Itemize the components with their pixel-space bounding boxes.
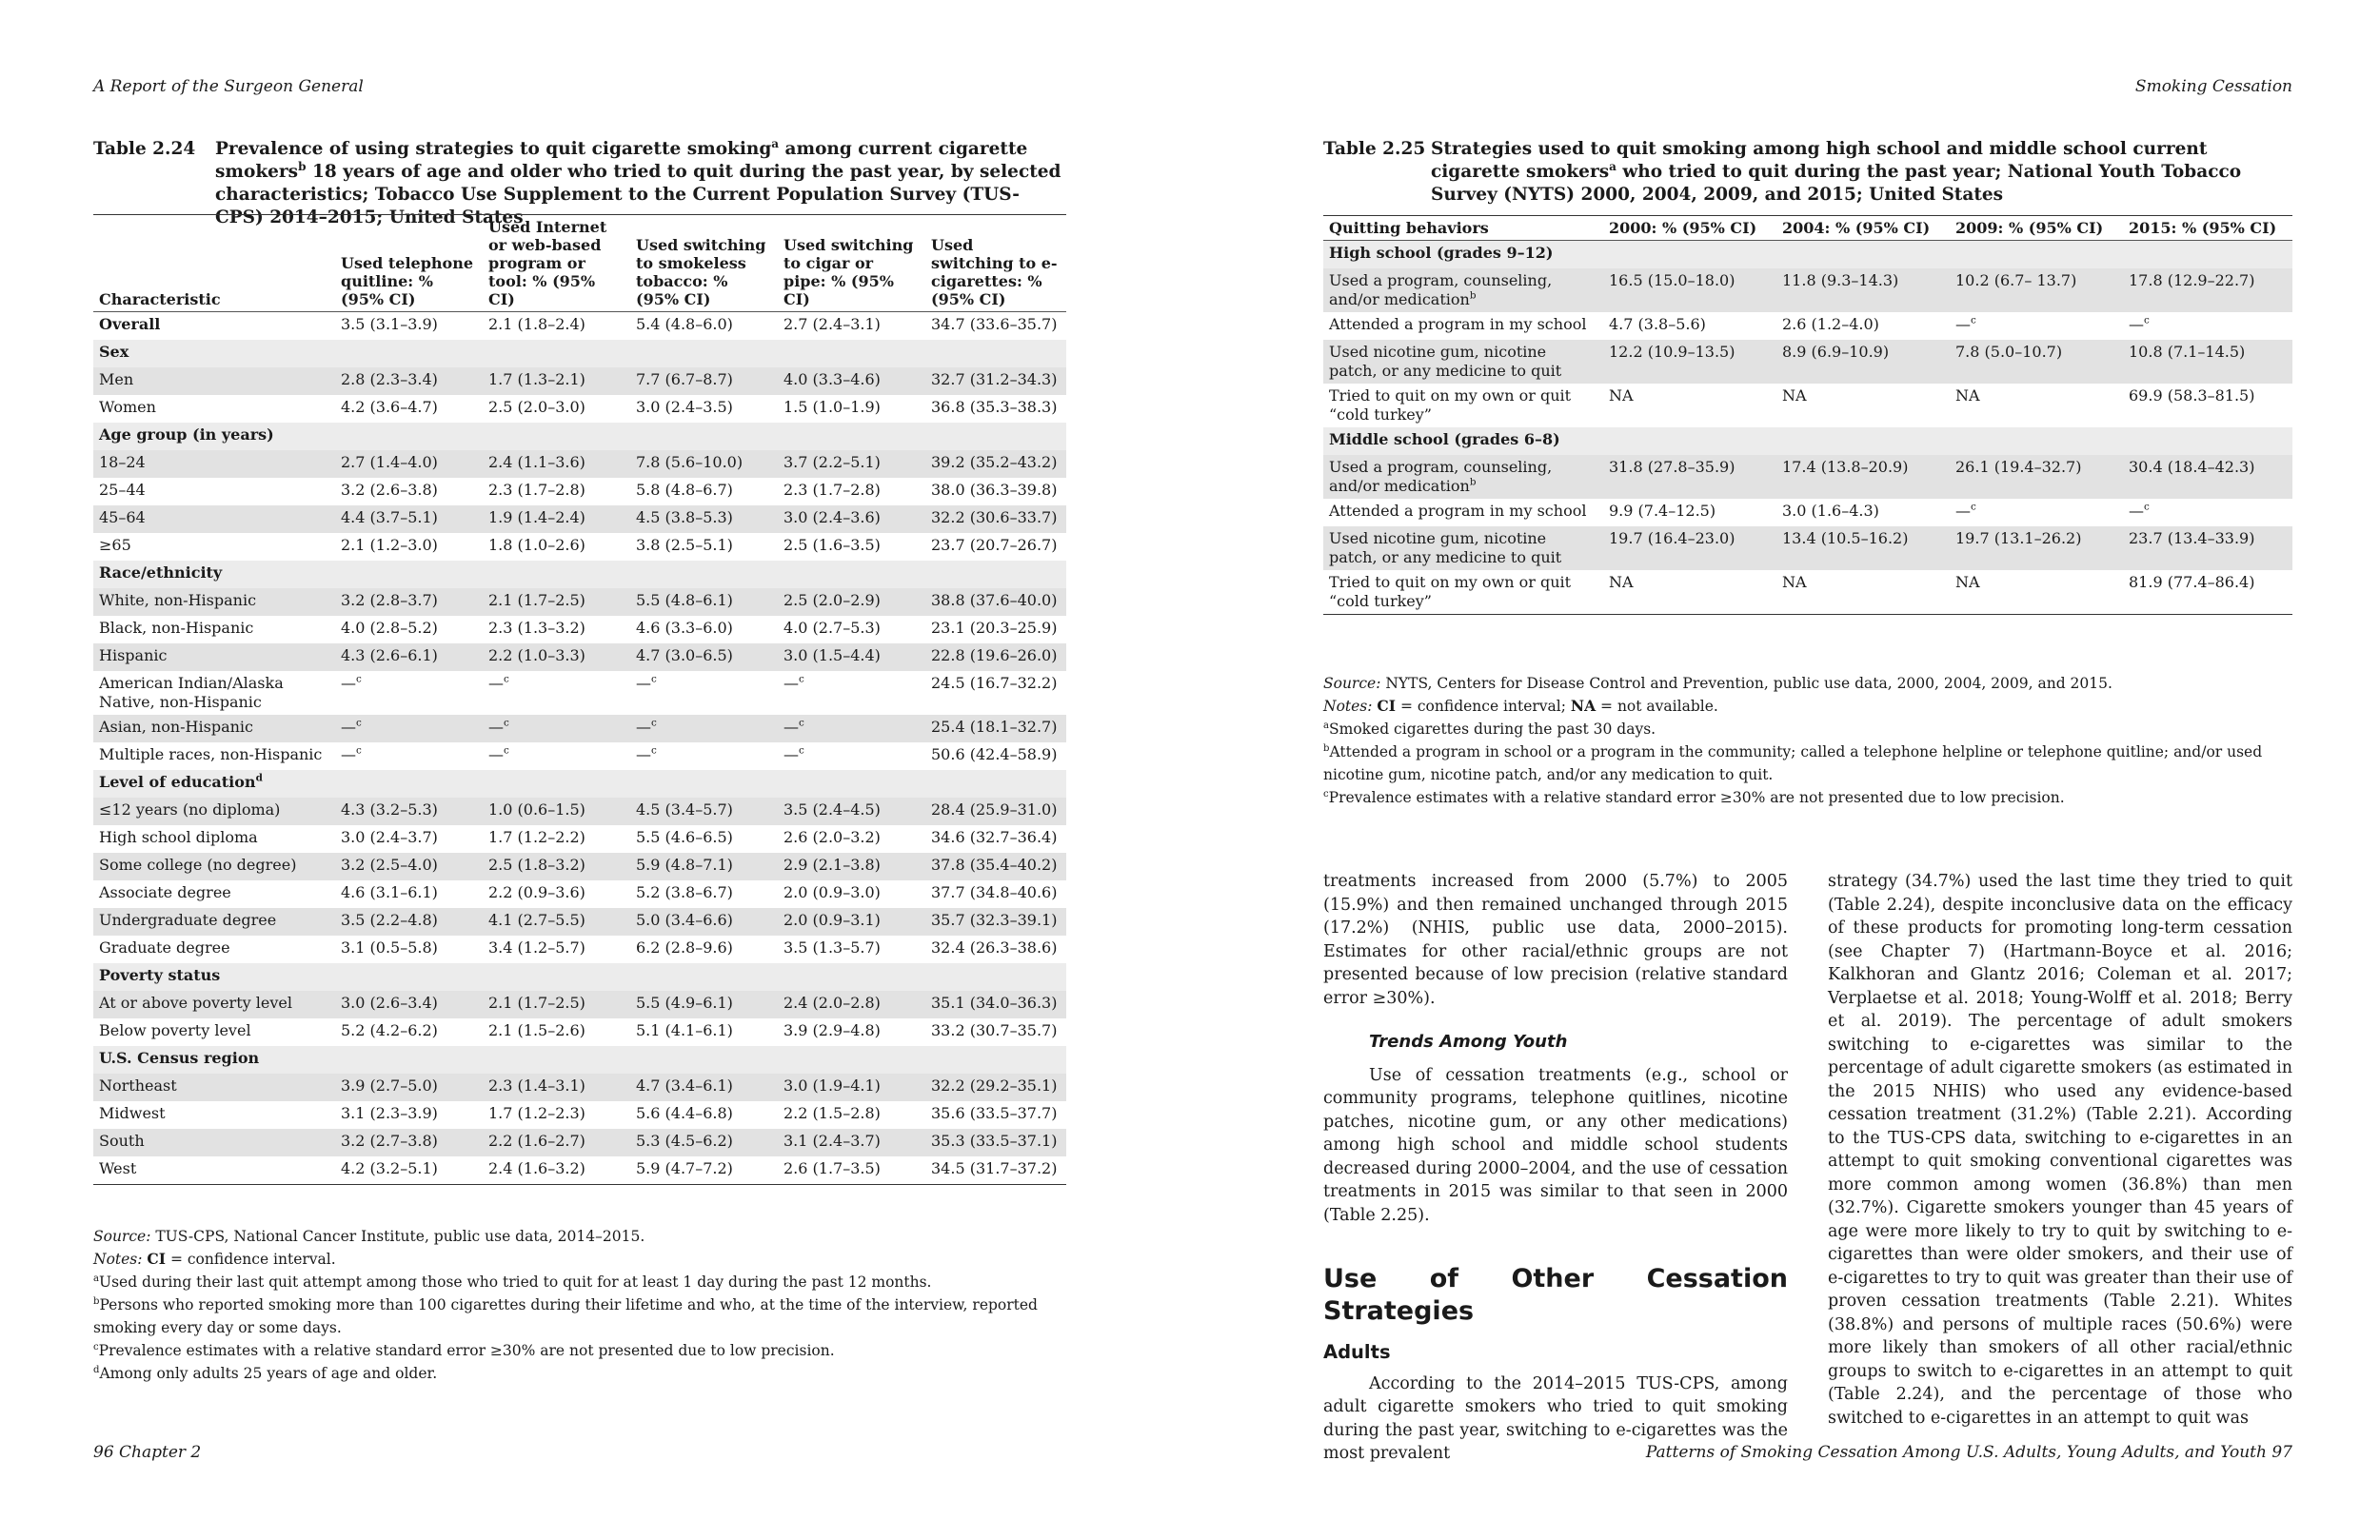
table-row xyxy=(93,908,1066,936)
row-label: Below poverty level xyxy=(99,1021,251,1039)
table-cell: 19.7 (16.4–23.0) xyxy=(1603,526,1776,570)
footnote: $^c$Prevalence estimates with a relative standard error ≥30% are not presented due to low precision. xyxy=(1323,788,2065,806)
table-cell: 3.0 (2.6–3.4) xyxy=(335,991,483,1018)
table-cell: 30.4 (18.4–42.3) xyxy=(2123,455,2292,499)
table-cell: 35.7 (32.3–39.1) xyxy=(925,908,1066,936)
section-label: High school (grades 9–12) xyxy=(1323,241,2292,269)
table-row xyxy=(1323,384,2292,427)
right-page xyxy=(1323,0,2292,1540)
folio-left: 96 Chapter 2 xyxy=(93,1443,202,1462)
table-cell: 5.5 (4.9–6.1) xyxy=(630,991,778,1018)
table-cell: 1.0 (0.6–1.5) xyxy=(483,798,630,825)
table-cell: 81.9 (77.4–86.4) xyxy=(2129,573,2255,591)
column-header: 2015: % (95% CI) xyxy=(2129,219,2277,237)
table-cell: —$^c$ xyxy=(783,673,804,692)
table-cell: 34.7 (33.6–35.7) xyxy=(931,315,1058,333)
table-cell: 3.0 (1.9–4.1) xyxy=(778,1074,925,1101)
table-cell: 22.8 (19.6–26.0) xyxy=(925,643,1066,671)
column-header: 2004: % (95% CI) xyxy=(1782,219,1931,237)
column-header: Characteristic xyxy=(99,290,221,308)
table-cell: 8.9 (6.9–10.9) xyxy=(1776,340,1950,384)
table-row xyxy=(93,367,1066,395)
section-label: Sex xyxy=(93,340,1066,367)
footnote: $^d$Among only adults 25 years of age and older. xyxy=(93,1364,438,1382)
section-label: Race/ethnicity xyxy=(93,561,1066,588)
table-cell: 5.8 (4.8–6.7) xyxy=(636,481,733,499)
column-header: Quitting behaviors xyxy=(1329,219,1489,237)
table-cell: 17.8 (12.9–22.7) xyxy=(2123,268,2292,312)
table-cell: 36.8 (35.3–38.3) xyxy=(931,398,1058,416)
table-cell: 3.1 (0.5–5.8) xyxy=(341,938,438,957)
table-row xyxy=(93,395,1066,423)
table-cell: 5.5 (4.6–6.5) xyxy=(636,828,733,846)
trends-among-youth-heading: Trends Among Youth xyxy=(1369,1032,1568,1052)
table-row xyxy=(1323,312,2292,340)
table-cell: 5.1 (4.1–6.1) xyxy=(636,1021,733,1039)
body-paragraph: strategy (34.7%) used the last time they tried to quit (Table 2.24), despite inconclusive data on the efficacy of these products for promoting long-term cessation (see Chapter 7) (Hartmann-Boyce et al. 2016; Kalkhoran and Glantz 2016; Coleman et al. 2017; Verplaetse et al. 2018; Young-Wolff et al. 2018; Berry et al. 2019). The percentage of adult smokers switching to e-cigarettes was similar to the percentage of adult cigarette smokers (as estimated in the 2015 NHIS) who used any evidence-based cessation treatment (31.2%) (Table 2.21). According to the TUS-CPS data, switching to e-cigarettes in an attempt to quit smoking conventional cigarettes was more common among women (36.8%) than men (32.7%). Cigarette smokers younger than 45 years of age were more likely to try to quit by switching to e-cigarettes than were older smokers, and their use of e-cigarettes to try to quit was greater than their use of proven cessation treatments (Table 2.21). Whites (38.8%) and persons of multiple races (50.6%) were more likely than smokers of all other racial/ethnic groups to switch to e-cigarettes in an attempt to quit (Table 2.24), and the percentage of those who switched to e-cigarettes in an attempt to quit was xyxy=(1828,872,2292,1428)
table-cell: 23.7 (13.4–33.9) xyxy=(2123,526,2292,570)
table-cell: 2.1 (1.7–2.5) xyxy=(483,991,630,1018)
table-cell: 2.8 (2.3–3.4) xyxy=(335,367,483,395)
column-header: 2009: % (95% CI) xyxy=(1955,219,2104,237)
table-cell: 10.8 (7.1–14.5) xyxy=(2123,340,2292,384)
table-cell: 2.7 (2.4–3.1) xyxy=(783,315,881,333)
table-cell: 7.8 (5.6–10.0) xyxy=(630,450,778,478)
table-cell: 3.1 (2.3–3.9) xyxy=(341,1104,438,1122)
section-row xyxy=(93,423,1066,450)
row-label: South xyxy=(93,1129,335,1156)
row-label: Men xyxy=(93,367,335,395)
table-cell: 1.9 (1.4–2.4) xyxy=(483,505,630,533)
table-cell: 3.5 (2.2–4.8) xyxy=(335,908,483,936)
table-cell: 5.2 (3.8–6.7) xyxy=(636,883,733,901)
row-label: ≤12 years (no diploma) xyxy=(93,798,335,825)
table-cell: 4.2 (3.6–4.7) xyxy=(341,398,438,416)
table-row xyxy=(93,1018,1066,1046)
table-cell: 33.2 (30.7–35.7) xyxy=(931,1021,1058,1039)
table-cell: 3.8 (2.5–5.1) xyxy=(636,536,733,554)
table-2-25-notes xyxy=(1323,672,2292,809)
table-row xyxy=(93,1074,1066,1101)
table-cell: 4.7 (3.0–6.5) xyxy=(630,643,778,671)
footnote: $^b$Attended a program in school or a program in the community; called a telephone helpline or telephone quitline; and/or used nicotine gum, nicotine patch, and/or any medication to quit. xyxy=(1323,742,2263,783)
body-paragraph: According to the 2014–2015 TUS-CPS, among adult cigarette smokers who tried to quit smoking during the past year, switching to e-cigarettes was the most prevalent xyxy=(1323,1373,1788,1463)
table-cell: 28.4 (25.9–31.0) xyxy=(925,798,1066,825)
table-cell: 50.6 (42.4–58.9) xyxy=(931,745,1058,763)
column-header: Used Internet or web-based program or tool: % (95% CI) xyxy=(488,218,607,308)
table-cell: 3.0 (2.4–3.7) xyxy=(341,828,438,846)
column-header: Used switching to cigar or pipe: % (95% CI) xyxy=(783,236,914,308)
table-cell: 5.9 (4.8–7.1) xyxy=(630,853,778,880)
row-label: 18–24 xyxy=(93,450,335,478)
table-cell: 39.2 (35.2–43.2) xyxy=(925,450,1066,478)
table-cell: —$^c$ xyxy=(341,744,362,763)
table-cell: 4.3 (3.2–5.3) xyxy=(335,798,483,825)
table-cell: 16.5 (15.0–18.0) xyxy=(1603,268,1776,312)
table-cell: 5.5 (4.8–6.1) xyxy=(630,588,778,616)
table-cell: 2.2 (1.5–2.8) xyxy=(783,1104,881,1122)
table-cell: 1.7 (1.3–2.1) xyxy=(483,367,630,395)
table-cell: 2.3 (1.4–3.1) xyxy=(483,1074,630,1101)
footnote: $^c$Prevalence estimates with a relative standard error ≥30% are not presented due to low precision. xyxy=(93,1341,835,1359)
section-label: Middle school (grades 6–8) xyxy=(1323,427,2292,455)
table-cell: 5.2 (4.2–6.2) xyxy=(341,1021,438,1039)
table-cell: 3.4 (1.2–5.7) xyxy=(488,938,585,957)
table-number: Table 2.25 xyxy=(1323,139,1426,159)
row-label: Multiple races, non-Hispanic xyxy=(99,745,323,763)
table-cell: 10.2 (6.7– 13.7) xyxy=(1950,268,2123,312)
table-row xyxy=(1323,570,2292,615)
table-cell: 1.7 (1.2–2.2) xyxy=(488,828,585,846)
table-cell: 3.2 (2.6–3.8) xyxy=(341,481,438,499)
adults-heading: Adults xyxy=(1323,1341,1391,1363)
table-row xyxy=(93,533,1066,561)
table-cell: 12.2 (10.9–13.5) xyxy=(1603,340,1776,384)
table-cell: 4.0 (3.3–4.6) xyxy=(778,367,925,395)
row-label: Associate degree xyxy=(99,883,231,901)
row-label: Asian, non-Hispanic xyxy=(93,715,335,742)
row-label: Midwest xyxy=(99,1104,166,1122)
table-number: Table 2.24 xyxy=(93,139,196,159)
table-cell: 4.6 (3.3–6.0) xyxy=(636,619,733,637)
table-cell: 3.0 (1.6–4.3) xyxy=(1782,502,1879,520)
table-cell: 69.9 (58.3–81.5) xyxy=(2129,386,2255,405)
table-cell: 5.3 (4.5–6.2) xyxy=(630,1129,778,1156)
row-label: Black, non-Hispanic xyxy=(99,619,254,637)
table-row xyxy=(1323,499,2292,526)
table-row xyxy=(93,312,1066,341)
table-cell: 32.2 (30.6–33.7) xyxy=(925,505,1066,533)
table-row xyxy=(93,450,1066,478)
table-row xyxy=(93,853,1066,880)
table-header-row xyxy=(1323,216,2292,241)
table-cell: 3.9 (2.9–4.8) xyxy=(783,1021,881,1039)
row-label: Used nicotine gum, nicotine patch, or any medicine to quit xyxy=(1323,526,1603,570)
footnote: $^a$Used during their last quit attempt among those who tried to quit for at least 1 day during the past 12 months. xyxy=(93,1273,932,1291)
section-row xyxy=(93,1046,1066,1074)
running-head-left: A Report of the Surgeon General xyxy=(93,77,364,96)
table-cell: NA xyxy=(1782,573,1807,591)
body-paragraph: treatments increased from 2000 (5.7%) to 2005 (15.9%) and then remained unchanged through 2015 (17.2%) (NHIS, public use data, 2000–2015). Estimates for other racial/ethnic groups are not presented because of low precision (relative standard error ≥30%). xyxy=(1323,872,1788,1008)
notes-line: Notes: CI = confidence interval; NA = not available. xyxy=(1323,697,1718,715)
table-cell: 3.2 (2.8–3.7) xyxy=(335,588,483,616)
left-page xyxy=(93,0,1066,1540)
table-cell: 17.4 (13.8–20.9) xyxy=(1776,455,1950,499)
section-heading: Use of Other Cessation Strategies xyxy=(1323,1264,1788,1326)
row-label: 25–44 xyxy=(99,481,146,499)
table-row xyxy=(93,478,1066,505)
table-cell: 4.1 (2.7–5.5) xyxy=(483,908,630,936)
table-cell: 38.8 (37.6–40.0) xyxy=(925,588,1066,616)
table-header-row xyxy=(93,215,1066,312)
table-cell: 3.1 (2.4–3.7) xyxy=(778,1129,925,1156)
table-cell: 2.3 (1.7–2.8) xyxy=(488,481,585,499)
table-cell: 2.6 (1.2–4.0) xyxy=(1782,315,1879,333)
row-label: Tried to quit on my own or quit “cold turkey” xyxy=(1329,386,1572,424)
table-cell: 5.0 (3.4–6.6) xyxy=(630,908,778,936)
table-cell: —$^c$ xyxy=(2129,501,2150,520)
table-cell: NA xyxy=(1609,573,1634,591)
table-cell: 3.5 (1.3–5.7) xyxy=(783,938,881,957)
row-label: White, non-Hispanic xyxy=(93,588,335,616)
column-header: Used switching to smokeless tobacco: % (95% CI) xyxy=(636,236,766,308)
table-cell: 31.8 (27.8–35.9) xyxy=(1603,455,1776,499)
table-2-24 xyxy=(93,214,1066,1185)
table-cell: 23.1 (20.3–25.9) xyxy=(931,619,1058,637)
table-cell: 4.4 (3.7–5.1) xyxy=(335,505,483,533)
table-row xyxy=(93,715,1066,742)
section-row xyxy=(93,340,1066,367)
table-cell: 35.6 (33.5–37.7) xyxy=(931,1104,1058,1122)
table-cell: 32.2 (29.2–35.1) xyxy=(925,1074,1066,1101)
table-2-25 xyxy=(1323,215,2292,615)
table-cell: 5.9 (4.7–7.2) xyxy=(636,1159,733,1177)
table-cell: 37.7 (34.8–40.6) xyxy=(931,883,1058,901)
row-label: Attended a program in my school xyxy=(1329,315,1587,333)
row-label: West xyxy=(99,1159,137,1177)
table-cell: 4.6 (3.1–6.1) xyxy=(341,883,438,901)
row-label: 45–64 xyxy=(93,505,335,533)
table-cell: 2.5 (2.0–2.9) xyxy=(778,588,925,616)
table-cell: 25.4 (18.1–32.7) xyxy=(925,715,1066,742)
table-cell: 5.4 (4.8–6.0) xyxy=(636,315,733,333)
table-cell: 3.2 (2.7–3.8) xyxy=(335,1129,483,1156)
table-row xyxy=(93,798,1066,825)
section-label: Poverty status xyxy=(93,963,1066,991)
table-cell: 2.5 (2.0–3.0) xyxy=(488,398,585,416)
table-row xyxy=(93,616,1066,643)
table-cell: —$^c$ xyxy=(341,673,362,692)
table-cell: —$^c$ xyxy=(636,673,657,692)
table-row xyxy=(93,671,1066,715)
table-cell: 11.8 (9.3–14.3) xyxy=(1776,268,1950,312)
table-cell: 37.8 (35.4–40.2) xyxy=(925,853,1066,880)
row-label: Used a program, counseling, and/or medication$^b$ xyxy=(1323,455,1603,499)
table-cell: 4.7 (3.4–6.1) xyxy=(630,1074,778,1101)
table-cell: 2.1 (1.7–2.5) xyxy=(483,588,630,616)
footnote: $^a$Smoked cigarettes during the past 30 days. xyxy=(1323,720,1656,738)
table-cell: 3.7 (2.2–5.1) xyxy=(778,450,925,478)
table-cell: —$^c$ xyxy=(1955,501,1976,520)
row-label: Graduate degree xyxy=(99,938,230,957)
source-note: Source: NYTS, Centers for Disease Control and Prevention, public use data, 2000, 2004, 2009, and 2015. xyxy=(1323,675,2112,692)
table-2-24-notes xyxy=(93,1225,1066,1385)
row-label: Overall xyxy=(99,315,161,333)
table-row xyxy=(1323,455,2292,499)
table-2-24-title: Table 2.24 Prevalence of using strategies to quit cigarette smoking$^a$ among current cigarette smokers$^b$ 18 years of age and older who tried to quit during the past year, by selected characteristics; Tobacco Use Supplement to the Current Population Survey (TUS-CPS) 2014–2015; United States xyxy=(93,136,1061,227)
column-header: Used switching to e-cigarettes: % (95% CI) xyxy=(931,236,1058,308)
table-row xyxy=(93,936,1066,963)
table-cell: 2.6 (2.0–3.2) xyxy=(783,828,881,846)
footnote: $^b$Persons who reported smoking more than 100 cigarettes during their lifetime and who, at the time of the interview, reported smoking every day or some days. xyxy=(93,1295,1038,1336)
notes-line: Notes: CI = confidence interval. xyxy=(93,1250,336,1268)
table-cell: NA xyxy=(1782,386,1807,405)
table-cell: 7.7 (6.7–8.7) xyxy=(630,367,778,395)
row-label: ≥65 xyxy=(99,536,131,554)
section-label: U.S. Census region xyxy=(93,1046,1066,1074)
section-row xyxy=(93,963,1066,991)
row-label: High school diploma xyxy=(99,828,258,846)
table-row xyxy=(93,1129,1066,1156)
table-cell: —$^c$ xyxy=(488,673,509,692)
section-row xyxy=(93,561,1066,588)
table-cell: 4.0 (2.7–5.3) xyxy=(783,619,881,637)
table-row xyxy=(93,742,1066,770)
table-cell: 2.1 (1.2–3.0) xyxy=(341,536,438,554)
table-cell: —$^c$ xyxy=(630,715,778,742)
row-label: Women xyxy=(99,398,156,416)
source-note: Source: TUS-CPS, National Cancer Institute, public use data, 2014–2015. xyxy=(93,1228,645,1245)
table-cell: 2.2 (1.0–3.3) xyxy=(483,643,630,671)
table-cell: 1.5 (1.0–1.9) xyxy=(783,398,881,416)
table-cell: 4.5 (3.8–5.3) xyxy=(630,505,778,533)
table-cell: 38.0 (36.3–39.8) xyxy=(931,481,1058,499)
section-row xyxy=(1323,241,2292,269)
row-label: At or above poverty level xyxy=(93,991,335,1018)
table-row xyxy=(93,1156,1066,1185)
table-cell: 9.9 (7.4–12.5) xyxy=(1609,502,1716,520)
table-cell: 2.4 (1.1–3.6) xyxy=(483,450,630,478)
table-cell: 2.2 (0.9–3.6) xyxy=(488,883,585,901)
table-cell: 2.0 (0.9–3.1) xyxy=(778,908,925,936)
table-cell: —$^c$ xyxy=(2129,314,2150,333)
row-label: Tried to quit on my own or quit “cold turkey” xyxy=(1329,573,1572,610)
section-label: Level of education$^d$ xyxy=(93,770,1066,798)
row-label: Some college (no degree) xyxy=(93,853,335,880)
table-2-25-title: Table 2.25 Strategies used to quit smoking among high school and middle school current cigarette smokers$^a$ who tried to quit during the past year; National Youth Tobacco Survey (NYTS) 2000, 2004, 2009, and 2015; United States xyxy=(1323,139,2242,205)
table-row xyxy=(1323,340,2292,384)
table-cell: 4.0 (2.8–5.2) xyxy=(341,619,438,637)
table-cell: 4.3 (2.6–6.1) xyxy=(335,643,483,671)
table-cell: 23.7 (20.7–26.7) xyxy=(931,536,1058,554)
table-cell: 2.3 (1.7–2.8) xyxy=(783,481,881,499)
table-cell: 3.5 (2.4–4.5) xyxy=(778,798,925,825)
table-cell: 3.0 (2.4–3.6) xyxy=(778,505,925,533)
table-cell: 2.9 (2.1–3.8) xyxy=(778,853,925,880)
table-cell: —$^c$ xyxy=(488,744,509,763)
table-cell: 34.5 (31.7–37.2) xyxy=(931,1159,1058,1177)
table-cell: 26.1 (19.4–32.7) xyxy=(1950,455,2123,499)
column-header: 2000: % (95% CI) xyxy=(1609,219,1757,237)
table-cell: 24.5 (16.7–32.2) xyxy=(931,674,1058,692)
body-column-1 xyxy=(1323,870,1788,1466)
table-cell: 3.0 (1.5–4.4) xyxy=(778,643,925,671)
table-cell: 2.6 (1.7–3.5) xyxy=(783,1159,881,1177)
table-cell: 34.6 (32.7–36.4) xyxy=(931,828,1058,846)
table-row xyxy=(1323,526,2292,570)
table-cell: 2.5 (1.8–3.2) xyxy=(483,853,630,880)
table-row xyxy=(93,880,1066,908)
section-row xyxy=(93,770,1066,798)
table-row xyxy=(93,825,1066,853)
table-cell: 2.4 (2.0–2.8) xyxy=(778,991,925,1018)
table-cell: —$^c$ xyxy=(1955,314,1976,333)
table-cell: 3.0 (2.4–3.5) xyxy=(636,398,733,416)
table-row xyxy=(93,1101,1066,1129)
table-cell: 35.3 (33.5–37.1) xyxy=(925,1129,1066,1156)
table-cell: 4.5 (3.4–5.7) xyxy=(630,798,778,825)
table-cell: 5.6 (4.4–6.8) xyxy=(636,1104,733,1122)
table-cell: 35.1 (34.0–36.3) xyxy=(925,991,1066,1018)
running-head-right: Smoking Cessation xyxy=(2134,77,2292,96)
table-row xyxy=(93,643,1066,671)
table-cell: —$^c$ xyxy=(335,715,483,742)
table-cell: NA xyxy=(1955,573,1980,591)
table-cell: 6.2 (2.8–9.6) xyxy=(636,938,733,957)
row-label: Attended a program in my school xyxy=(1329,502,1587,520)
table-cell: 4.7 (3.8–5.6) xyxy=(1609,315,1706,333)
folio-right: Patterns of Smoking Cessation Among U.S. Adults, Young Adults, and Youth 97 xyxy=(1645,1443,2292,1462)
table-cell: 2.7 (1.4–4.0) xyxy=(335,450,483,478)
table-cell: 19.7 (13.1–26.2) xyxy=(1950,526,2123,570)
row-label: Undergraduate degree xyxy=(93,908,335,936)
table-cell: 1.7 (1.2–2.3) xyxy=(488,1104,585,1122)
table-cell: 1.8 (1.0–2.6) xyxy=(488,536,585,554)
table-cell: 32.4 (26.3–38.6) xyxy=(931,938,1058,957)
table-cell: NA xyxy=(1609,386,1634,405)
table-cell: —$^c$ xyxy=(778,715,925,742)
table-cell: NA xyxy=(1955,386,1980,405)
table-cell: 2.0 (0.9–3.0) xyxy=(783,883,881,901)
table-cell: 2.1 (1.8–2.4) xyxy=(488,315,585,333)
table-cell: —$^c$ xyxy=(783,744,804,763)
row-label: Used a program, counseling, and/or medication$^b$ xyxy=(1323,268,1603,312)
table-cell: 2.3 (1.3–3.2) xyxy=(488,619,585,637)
table-cell: 32.7 (31.2–34.3) xyxy=(925,367,1066,395)
row-label: American Indian/Alaska Native, non-Hispanic xyxy=(99,674,284,711)
table-cell: —$^c$ xyxy=(636,744,657,763)
table-cell: 3.2 (2.5–4.0) xyxy=(335,853,483,880)
table-row xyxy=(93,505,1066,533)
body-column-2 xyxy=(1828,870,2292,1430)
table-cell: —$^c$ xyxy=(483,715,630,742)
table-row xyxy=(1323,268,2292,312)
table-cell: 4.2 (3.2–5.1) xyxy=(341,1159,438,1177)
table-cell: 3.5 (3.1–3.9) xyxy=(341,315,438,333)
column-header: Used telephone quitline: % (95% CI) xyxy=(341,254,474,308)
row-label: Northeast xyxy=(93,1074,335,1101)
table-cell: 13.4 (10.5–16.2) xyxy=(1776,526,1950,570)
table-cell: 2.2 (1.6–2.7) xyxy=(483,1129,630,1156)
table-cell: 7.8 (5.0–10.7) xyxy=(1950,340,2123,384)
table-cell: 2.4 (1.6–3.2) xyxy=(488,1159,585,1177)
table-row xyxy=(93,991,1066,1018)
body-paragraph: Use of cessation treatments (e.g., school or community programs, telephone quitlines, nicotine patches, nicotine gum, or any other medications) among high school and middle school students decreased during 2000–2004, and the use of cessation treatments in 2015 was similar to that seen in 2000 (Table 2.25). xyxy=(1323,1065,1788,1225)
table-cell: 2.1 (1.5–2.6) xyxy=(488,1021,585,1039)
table-row xyxy=(93,588,1066,616)
row-label: Used nicotine gum, nicotine patch, or any medicine to quit xyxy=(1323,340,1603,384)
section-row xyxy=(1323,427,2292,455)
row-label: Hispanic xyxy=(93,643,335,671)
section-label: Age group (in years) xyxy=(93,423,1066,450)
table-cell: 2.5 (1.6–3.5) xyxy=(783,536,881,554)
table-cell: 3.9 (2.7–5.0) xyxy=(335,1074,483,1101)
